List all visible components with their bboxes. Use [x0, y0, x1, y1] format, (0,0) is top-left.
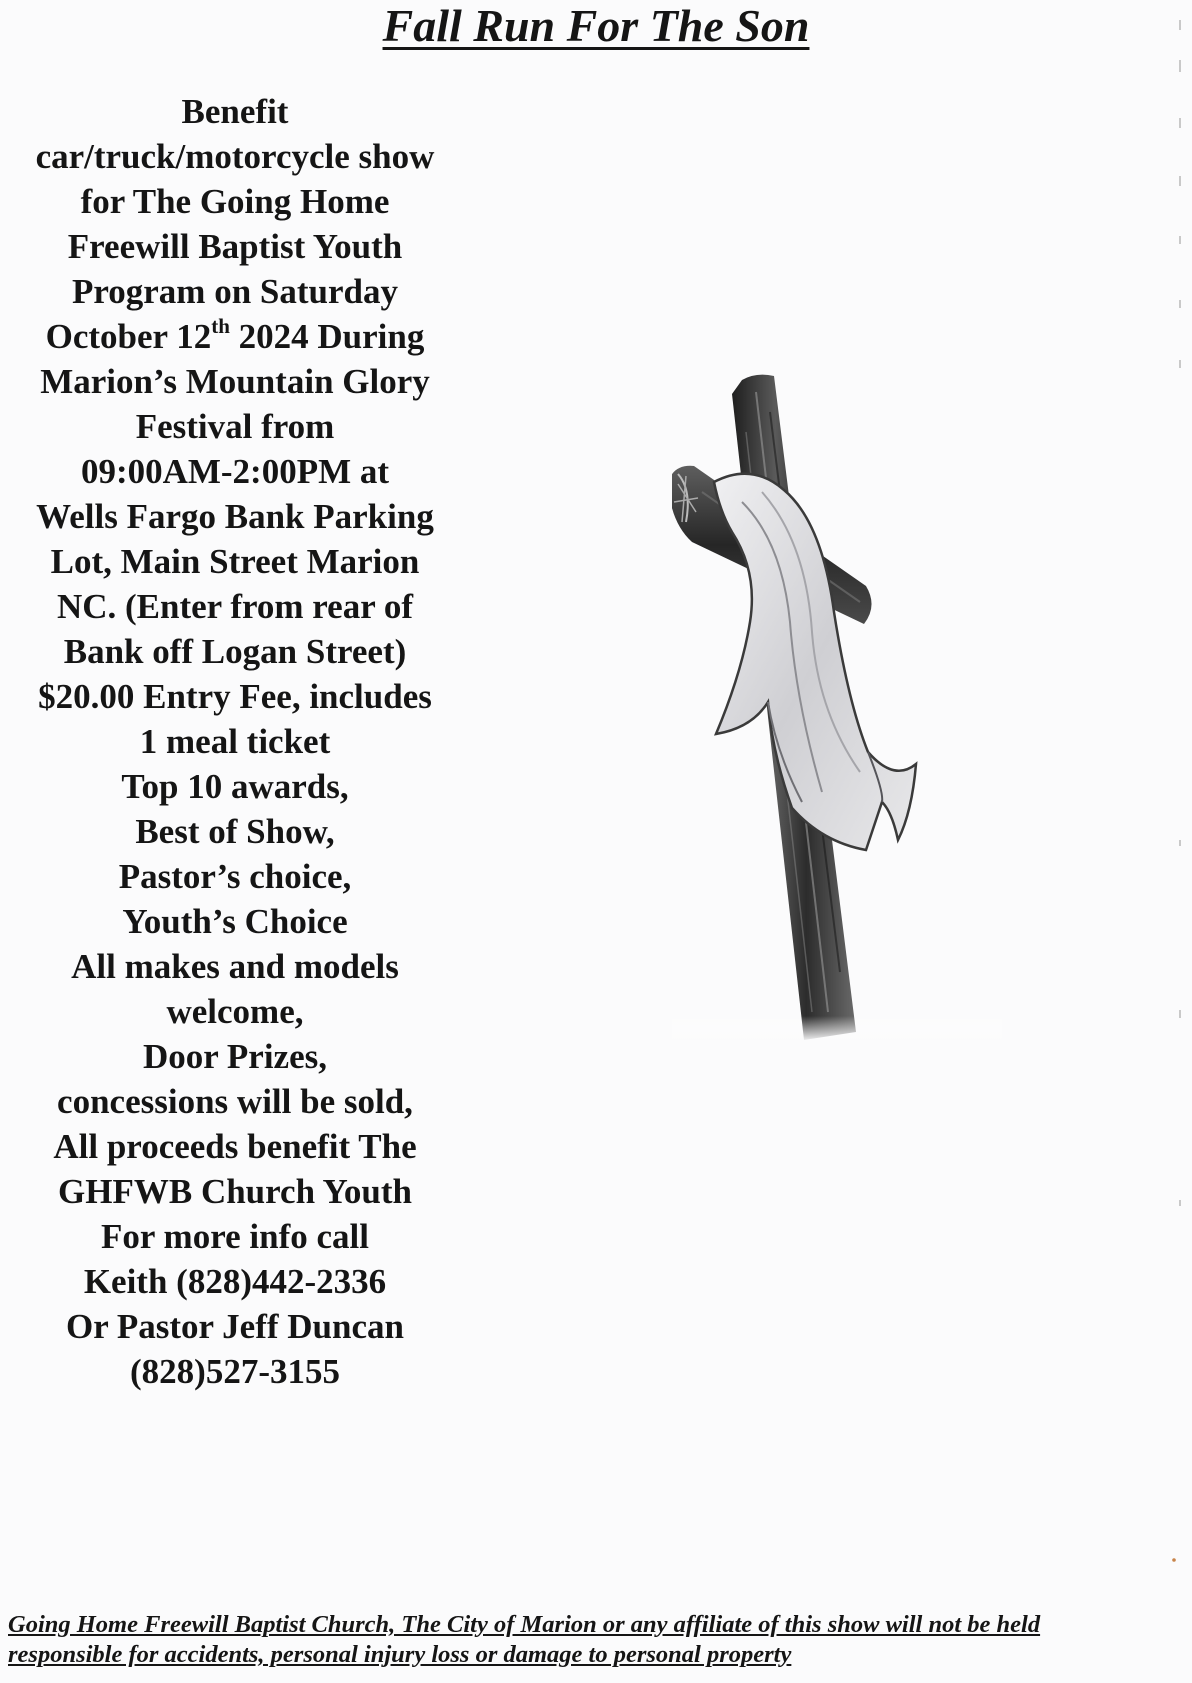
flyer-title: Fall Run For The Son: [382, 0, 810, 51]
detail-line: car/truck/motorcycle show: [35, 137, 435, 176]
event-date-line: [0, 314, 470, 359]
event-details: [0, 89, 470, 1394]
detail-line: All makes and models: [71, 947, 399, 986]
liability-disclaimer: [8, 1610, 1188, 1670]
scan-edge-marks: [1132, 0, 1192, 1683]
detail-line: Door Prizes,: [142, 1037, 327, 1076]
entry-fee: $20.00 Entry Fee, includes: [38, 677, 432, 716]
contact-line: Or Pastor Jeff Duncan: [66, 1307, 404, 1346]
detail-line: Festival from: [135, 407, 335, 446]
contact-line: For more info call: [101, 1217, 369, 1256]
detail-line: NC. (Enter from rear of: [56, 587, 414, 626]
award-line: Best of Show,: [135, 812, 335, 851]
event-date-year: 2024 During: [229, 317, 425, 356]
detail-line: GHFWB Church Youth: [58, 1172, 412, 1211]
event-time: 09:00AM-2:00PM at: [80, 452, 390, 491]
detail-line: Lot, Main Street Marion: [50, 542, 420, 581]
disclaimer-line-1: Going Home Freewill Baptist Church, The City of Marion or any affiliate of this show will not be held: [8, 1611, 1041, 1638]
event-date-month-day: October 12: [45, 317, 212, 356]
detail-line: concessions will be sold,: [57, 1082, 413, 1121]
date-ordinal-suffix: th: [211, 314, 230, 338]
detail-line: welcome,: [166, 992, 304, 1031]
detail-line: 1 meal ticket: [139, 722, 331, 761]
event-location: Wells Fargo Bank Parking: [36, 497, 434, 536]
contact-phone: (828)527-3155: [130, 1352, 340, 1391]
detail-line: Marion’s Mountain Glory: [40, 362, 430, 401]
detail-line: Bank off Logan Street): [63, 632, 407, 671]
detail-line: All proceeds benefit The: [53, 1127, 417, 1166]
detail-line: Program on Saturday: [71, 272, 399, 311]
detail-line: Freewill Baptist Youth: [67, 227, 403, 266]
contact-phone: Keith (828)442-2336: [83, 1262, 387, 1301]
draped-cross-icon: [672, 372, 1002, 1042]
award-line: Youth’s Choice: [122, 902, 348, 941]
detail-line: Benefit: [181, 92, 289, 131]
award-line: Pastor’s choice,: [118, 857, 352, 896]
award-line: Top 10 awards,: [121, 767, 349, 806]
disclaimer-line-2: responsible for accidents, personal injury loss or damage to personal property: [8, 1641, 792, 1668]
detail-line: for The Going Home: [80, 182, 390, 221]
